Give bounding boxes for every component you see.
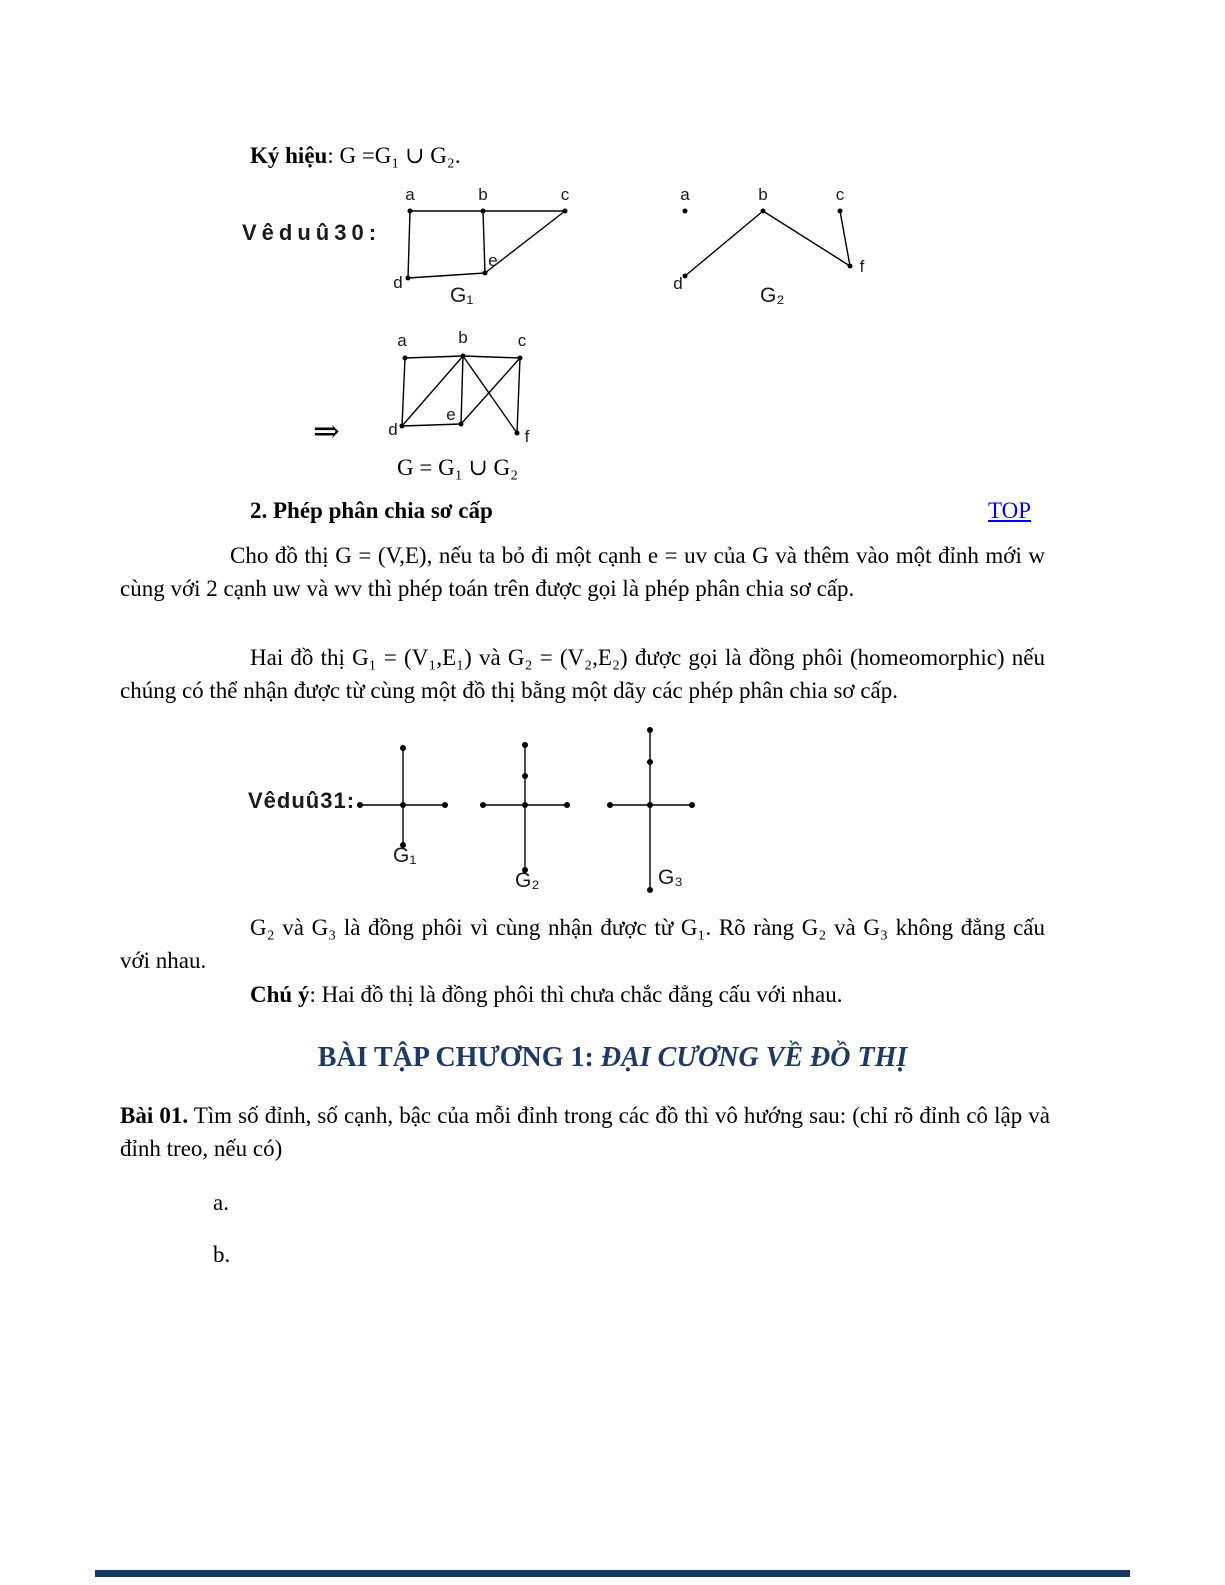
g2-vertex-label-f: f [859, 257, 865, 276]
chapter-heading-prefix: BÀI TẬP CHƯƠNG 1: [317, 1042, 601, 1073]
notation-label: Ký hiệu [250, 143, 328, 168]
example31-figure [330, 712, 810, 902]
g1-vertex-label-e: e [488, 251, 498, 270]
cross-g2 [480, 742, 570, 873]
gu-vertex-label-c: c [517, 331, 527, 350]
paragraph-homeomorphic-example: G₂ và G₃ là đồng phôi vì cùng nhận được từ G₁. Rõ ràng G₂ và G₃ không đẳng cấu với nhau. [120, 915, 1045, 973]
graph-g1-vertices [406, 209, 568, 281]
exercise-01-text: Tìm số đỉnh, số cạnh, bậc của mỗi đỉnh trong các đồ thì vô hướng sau: (chỉ rõ đỉnh cô lập và đỉnh treo, nếu có) [120, 1103, 1050, 1161]
section-2-title: 2. Phép phân chia sơ cấp [250, 498, 493, 523]
cross-g1-caption: G₁ [393, 844, 417, 867]
chapter-heading-title: ĐẠI CƯƠNG VỀ ĐỒ THỊ [600, 1042, 908, 1073]
g1-vertex-label-a: a [405, 186, 415, 204]
cross-g3-caption: G₃ [658, 866, 683, 889]
g2-vertex-label-a: a [680, 186, 690, 204]
g1-caption: G₁ [450, 284, 474, 307]
notation-text: : G =G₁ ∪ G₂. [327, 143, 461, 168]
g1-vertex-label-d: d [393, 273, 403, 292]
note-line [250, 982, 843, 1008]
exercise-item-b: b. [213, 1242, 231, 1267]
cross-g1 [357, 745, 448, 848]
gu-vertex-label-a: a [397, 331, 407, 350]
gu-vertex-label-b: b [458, 330, 468, 347]
note-text: : Hai đồ thị là đồng phôi thì chưa chắc đẳng cấu với nhau. [309, 982, 843, 1007]
page-footer-bar [95, 1570, 1130, 1577]
graph-union-edges [402, 356, 520, 433]
notation-line [250, 143, 461, 169]
implies-arrow: ⇒ [313, 413, 340, 449]
graph-g1-edges [408, 211, 565, 278]
paragraph-subdivision-def: Cho đồ thị G = (V,E), nếu ta bỏ đi một cạnh e = uv của G và thêm vào một đỉnh mới w cùng với 2 cạnh uw và wv thì phép toán trên được gọi là phép phân chia sơ cấp. [120, 543, 1045, 601]
g2-vertex-label-c: c [835, 186, 845, 204]
exercise-item-a: a. [213, 1190, 229, 1215]
chapter-heading [0, 1042, 1225, 1074]
exercise-01 [120, 1100, 1050, 1165]
graph-union-vertices [400, 354, 523, 436]
gu-vertex-label-f: f [524, 427, 530, 446]
graph-g1-figure [385, 186, 585, 316]
g2-vertex-label-d: d [673, 274, 683, 293]
g1-vertex-label-b: b [478, 186, 488, 204]
g2-caption: G₂ [760, 284, 785, 307]
g1-vertex-label-c: c [560, 186, 570, 204]
graph-union-figure [385, 330, 555, 450]
union-equation: G = G₁ ∪ G₂ [397, 455, 519, 480]
gu-vertex-label-d: d [388, 420, 398, 439]
example31-label: Vêduû31: [248, 788, 356, 813]
g2-vertex-label-b: b [758, 186, 768, 204]
top-link[interactable]: TOP [988, 498, 1032, 523]
gu-vertex-label-e: e [446, 405, 456, 424]
graph-g2-figure [660, 186, 875, 316]
cross-g2-caption: G₂ [515, 869, 540, 892]
graph-g2-edges [685, 211, 850, 276]
paragraph-homeomorphic-def: Hai đồ thị G₁ = (V₁,E₁) và G₂ = (V₂,E₂) được gọi là đồng phôi (homeomorphic) nếu chúng có thể nhận được từ cùng một đồ thị bằng một dãy các phép phân chia sơ cấp. [120, 645, 1045, 703]
exercise-01-label: Bài 01. [120, 1103, 189, 1128]
example30-label: Vêduû30: [242, 220, 382, 245]
graph-g2-vertices [683, 209, 853, 279]
note-label: Chú ý [250, 982, 310, 1007]
